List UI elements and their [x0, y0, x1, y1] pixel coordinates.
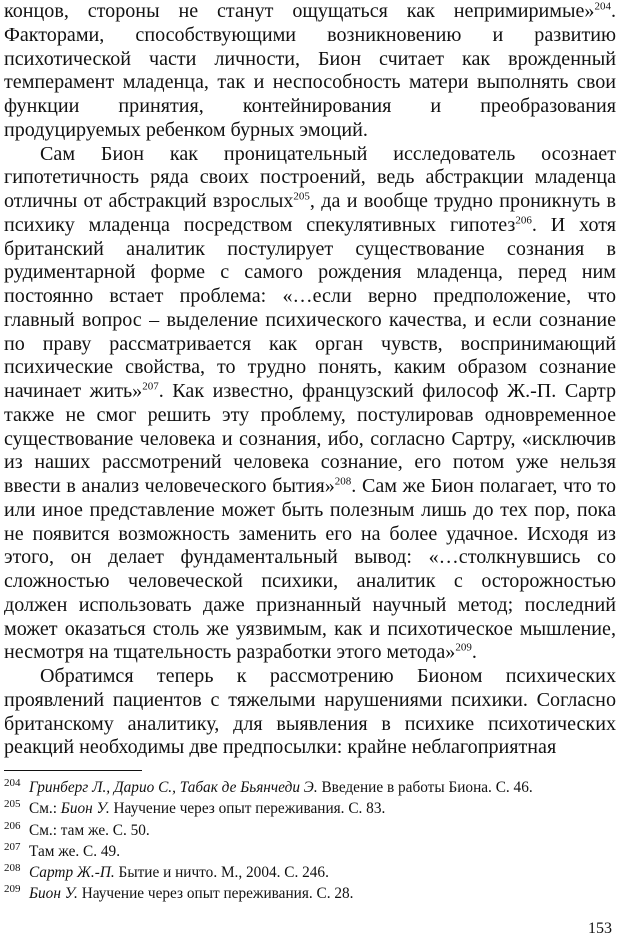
footnotes	[4, 778, 616, 906]
text-run: .	[471, 641, 477, 664]
footnote-ref: 207	[142, 380, 159, 393]
footnote-text	[29, 842, 120, 863]
footnote-number-box	[4, 884, 29, 905]
footnote-author: Сартр Ж.-П.	[29, 864, 115, 882]
footnote-text-run: См.: там же. С. 50.	[29, 821, 150, 839]
footnote-number: 205	[4, 798, 21, 811]
footnote	[4, 821, 616, 842]
text-run: . Как известно, французский философ Ж.-П. Сартр также не смог решить эту проблему, постулировав одновременное существование человека и сознания, ибо, согласно Сартру, «исключив из наших рассмотрений человека сознание, его потом уже нельзя ввести в анализ человеческого бытия»	[4, 380, 616, 497]
footnote-author: Гринберг Л., Дарио С., Табак де Бьянчеди Э.	[29, 779, 318, 796]
footnote-divider	[4, 770, 142, 771]
footnote-number: 207	[4, 840, 21, 853]
footnote-author: Бион У.	[29, 885, 78, 903]
footnote-author: Бион У.	[60, 800, 110, 818]
paragraph	[4, 143, 616, 666]
footnote-number-box	[4, 778, 29, 799]
footnote-number: 206	[4, 819, 21, 832]
footnote-number: 208	[4, 862, 21, 875]
text-run: Обратимся теперь к рассмотрению Бионом психических проявлений пациентов с тяжелыми нарушениями психики. Согласно британскому аналитику, для выявления в психике психотических реакций необходимы две предпосылки: крайне неблагоприятная	[4, 665, 616, 759]
text-run: . Факторами, способствующими возникновению и развитию психотической части личности, Бион считает как врожденный темперамент младенца, так и неспособность матери выполнять свои функции принятия, контейнирования и преобразования продуцируемых ребенком бурных эмоций.	[4, 0, 616, 141]
footnote-number-box	[4, 863, 29, 884]
footnote-text-run: Бытие и ничто. М., 2004. С. 246.	[114, 864, 329, 882]
footnote	[4, 884, 616, 905]
footnote	[4, 799, 616, 820]
text-run: , да и вообще трудно проникнуть в психику младенца посредством спекулятивных гипотез	[4, 190, 616, 236]
footnote	[4, 778, 616, 799]
page-number: 153	[588, 920, 612, 937]
paragraph	[4, 0, 616, 143]
footnote-text-run: См.:	[29, 800, 61, 818]
footnote-text-run: Там же. С. 49.	[29, 842, 121, 860]
footnote-number-box	[4, 842, 29, 863]
footnote-ref: 208	[334, 475, 352, 488]
text-run: . И хотя британский аналитик постулирует существование сознания в рудиментарной форме с самого рождения младенца, перед ним постоянно встает проблема: «…если верно предположение, что главный вопрос – выделение психического качества, и если сознание по праву рассматривается как орган чувств, воспринимающий психические свойства, то трудно понять, каким образом сознание начинает жить»	[4, 213, 616, 402]
footnote	[4, 842, 616, 863]
footnote-number: 209	[4, 883, 21, 896]
footnote-text	[29, 884, 354, 905]
footnote-number-box	[4, 799, 29, 820]
footnote-text-run: Научение через опыт переживания. С. 28.	[77, 885, 354, 903]
footnote-text	[29, 799, 385, 820]
footnote-ref: 209	[455, 641, 472, 654]
footnote-text	[29, 863, 329, 884]
text-run: . Сам же Бион полагает, что то или иное представление может быть полезным лишь до тех пор, пока не появится возможность заменить его на более удачное. Исходя из этого, он делает фундаментальный вывод: «…столкнувшись со сложностью человеческой психики, аналитик с осторожностью должен использовать даже признанный научный метод; последний может оказаться столь же уязвимым, как и психотическое мышление, несмотря на тщательность разработки этого метода»	[4, 475, 616, 664]
footnote-number-box	[4, 821, 29, 842]
footnote-text	[29, 821, 150, 842]
footnote-text	[29, 778, 533, 799]
footnote-ref: 204	[594, 0, 611, 13]
footnote	[4, 863, 616, 884]
footnote-text-run: Научение через опыт переживания. С. 83.	[109, 800, 386, 818]
text-run: концов, стороны не станут ощущаться как непримиримые»	[4, 0, 595, 22]
footnote-ref: 205	[293, 190, 310, 203]
main-text	[4, 0, 616, 760]
text-run: Сам Бион как проницательный исследователь осознает гипотетичность ряда своих построений, ведь абстракции младенца отличны от абстракций взрослых	[4, 142, 616, 212]
paragraph	[4, 665, 616, 760]
footnote-ref: 206	[515, 214, 532, 227]
footnote-text-run: Введение в работы Биона. С. 46.	[317, 779, 533, 796]
footnote-number: 204	[4, 777, 21, 789]
